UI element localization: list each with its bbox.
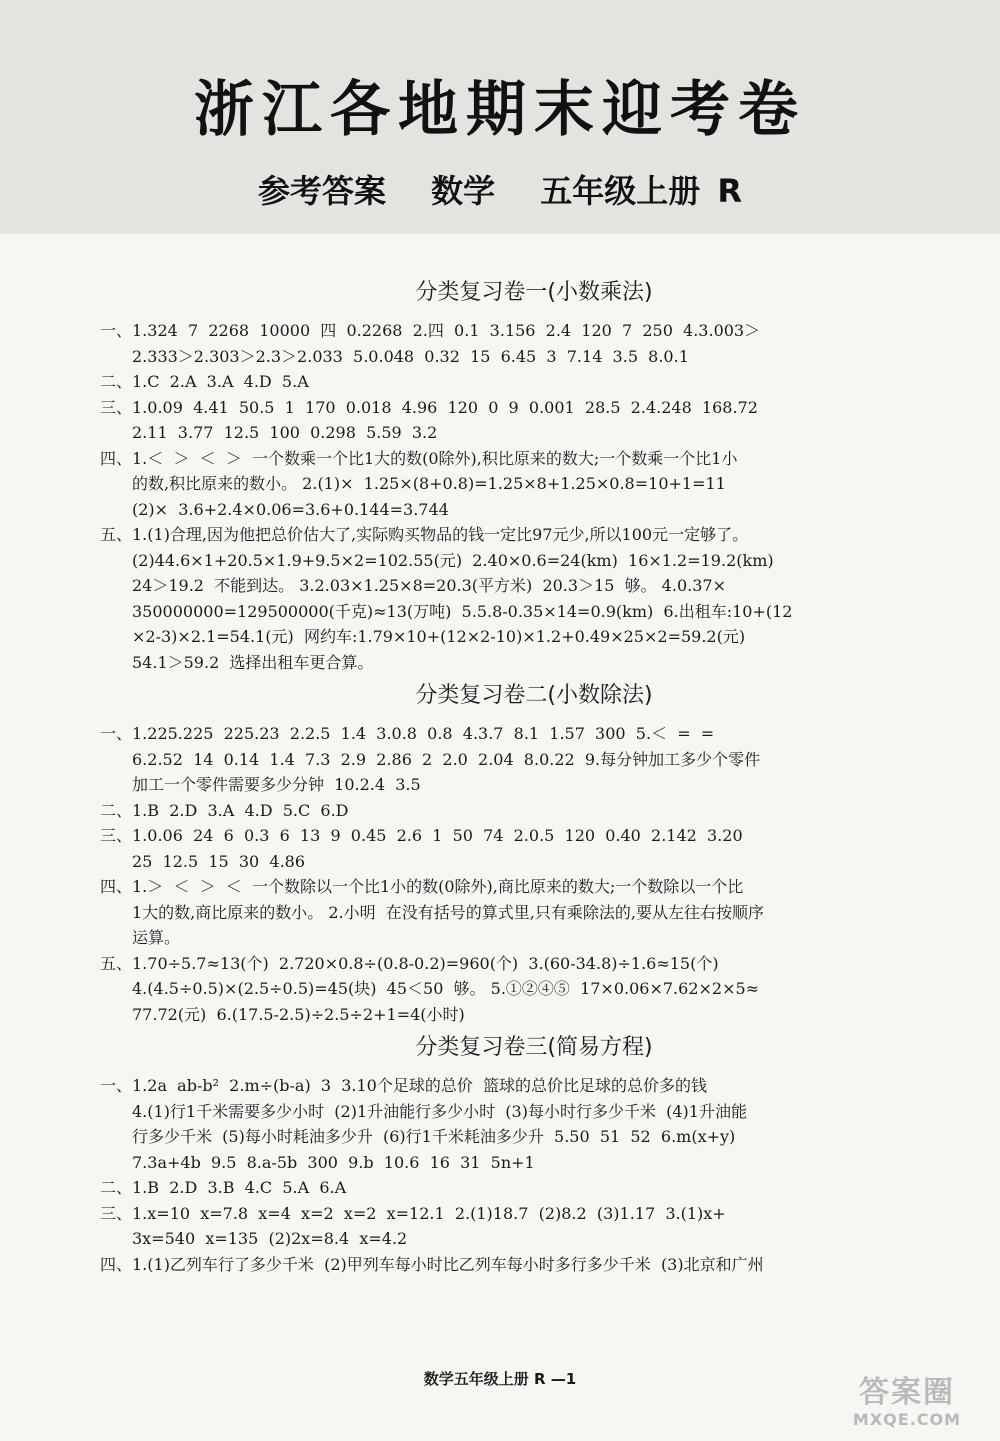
subtitle-subject: 数学: [431, 172, 496, 210]
watermark-main-text: 答案圈: [859, 1375, 955, 1410]
section-body: [100, 721, 968, 1027]
answer-line: 1大的数,商比原来的数小。 2.小明 在没有括号的算式里,只有乘除法的,要从左往右按顺序: [132, 902, 764, 922]
answer-line: 一、1.2a ab-b² 2.m÷(b-a) 3 3.10个足球的总价 篮球的总价比足球的总价多的钱: [100, 1076, 708, 1095]
section-title: 分类复习卷三(简易方程): [415, 1035, 653, 1060]
answer-line: 加工一个零件需要多少分钟 10.2.4 3.5: [132, 775, 421, 794]
subtitle-grade: 五年级上册 R: [540, 172, 743, 210]
answer-line: 行多少千米 (5)每小时耗油多少升 (6)行1千米耗油多少升 5.50 51 52 6.m(x+y): [132, 1127, 736, 1146]
answer-line: 三、1.0.06 24 6 0.3 6 13 9 0.45 2.6 1 50 74 2.0.5 120 0.40 2.142 3.20: [100, 826, 743, 845]
answer-line: ×2-3)×2.1=54.1(元) 网约车:1.79×10+(12×2-10)×1.2+0.49×25×2=59.2(元): [132, 627, 746, 646]
watermark-sub-text: MXQE.COM: [852, 1410, 962, 1429]
answer-line: 的数,积比原来的数小。 2.(1)× 1.25×(8+0.8)=1.25×8+1.25×0.8=10+1=11: [132, 474, 726, 493]
answer-line: 一、1.324 7 2268 10000 四 0.2268 2.四 0.1 3.156 2.4 120 7 250 4.3.003＞: [100, 321, 761, 340]
section-body: [100, 1073, 968, 1277]
watermark-logo: [832, 1376, 982, 1432]
answer-line: 7.3a+4b 9.5 8.a-5b 300 9.b 10.6 16 31 5n+1: [132, 1152, 535, 1172]
subtitle-answers: 参考答案: [257, 172, 386, 210]
answer-line: 4.(1)行1千米需要多少小时 (2)1升油能行多少小时 (3)每小时行多少千米 (4)1升油能: [132, 1101, 747, 1121]
answer-line: 三、1.0.09 4.41 50.5 1 170 0.018 4.96 120 0 9 0.001 28.5 2.4.248 168.72: [100, 397, 758, 417]
answer-line: 2.333＞2.303＞2.3＞2.033 5.0.048 0.32 15 6.45 3 7.14 3.5 8.0.1: [132, 346, 689, 366]
answer-line: 二、1.B 2.D 3.A 4.D 5.C 6.D: [100, 800, 349, 820]
answer-line: 五、1.(1)合理,因为他把总价估大了,实际购买物品的钱一定比97元少,所以100元一定够了。: [100, 525, 749, 544]
answer-line: 二、1.B 2.D 3.B 4.C 5.A 6.A: [100, 1178, 347, 1197]
answer-line: 77.72(元) 6.(17.5-2.5)÷2.5÷2+1=4(小时): [132, 1004, 465, 1024]
section-title: 分类复习卷一(小数乘法): [415, 280, 653, 305]
page-title: 浙江各地期末迎考卷: [194, 75, 806, 145]
page-footer: 数学五年级上册 R —1: [423, 1370, 577, 1388]
answer-line: 2.11 3.77 12.5 100 0.298 5.59 3.2: [132, 423, 438, 442]
answer-line: 五、1.70÷5.7≈13(个) 2.720×0.8÷(0.8-0.2)=960(个) 3.(60-34.8)÷1.6≈15(个): [100, 953, 719, 973]
answer-line: 四、1.(1)乙列车行了多少千米 (2)甲列车每小时比乙列车每小时多行多少千米 (3)北京和广州: [100, 1254, 764, 1274]
answer-line: 3x=540 x=135 (2)2x=8.4 x=4.2: [132, 1229, 408, 1248]
answer-line: 四、1.＞ ＜ ＞ ＜ 一个数除以一个比1小的数(0除外),商比原来的数大;一个数除以一个比: [100, 877, 744, 896]
answer-line: (2)44.6×1+20.5×1.9+9.5×2=102.55(元) 2.40×0.6=24(km) 16×1.2=19.2(km): [132, 550, 774, 570]
answer-line: 350000000=129500000(千克)≈13(万吨) 5.5.8-0.35×14=0.9(km) 6.出租车:10+(12: [132, 601, 793, 621]
answer-line: 4.(4.5÷0.5)×(2.5÷0.5)=45(块) 45＜50 够。 5.①②④⑤ 17×0.06×7.62×2×5≈: [132, 979, 760, 998]
answer-line: 三、1.x=10 x=7.8 x=4 x=2 x=2 x=12.1 2.(1)18.7 (2)8.2 (3)1.17 3.(1)x+: [100, 1203, 726, 1223]
header-banner: [0, 0, 1000, 234]
section-body: [100, 318, 968, 675]
answer-line: (2)× 3.6+2.4×0.06=3.6+0.144=3.744: [132, 499, 449, 519]
answer-line: 25 12.5 15 30 4.86: [132, 851, 306, 871]
answer-line: 四、1.＜ ＞ ＜ ＞ 一个数乘一个比1大的数(0除外),积比原来的数大;一个数乘一个比1小: [100, 448, 738, 468]
answer-line: 一、1.225.225 225.23 2.2.5 1.4 3.0.8 0.8 4.3.7 8.1 1.57 300 5.＜ = =: [100, 724, 715, 743]
section-title: 分类复习卷二(小数除法): [415, 683, 653, 708]
answer-line: 54.1＞59.2 选择出租车更合算。: [132, 652, 374, 672]
answer-line: 运算。: [132, 928, 181, 947]
answer-line: 二、1.C 2.A 3.A 4.D 5.A: [100, 372, 309, 391]
answer-line: 6.2.52 14 0.14 1.4 7.3 2.9 2.86 2 2.0 2.04 8.0.22 9.每分钟加工多少个零件: [132, 749, 761, 769]
answer-line: 24＞19.2 不能到达。 3.2.03×1.25×8=20.3(平方米) 20.3＞15 够。 4.0.37×: [132, 576, 726, 595]
page-subtitle: [0, 166, 1000, 212]
answer-content: [100, 272, 968, 1277]
